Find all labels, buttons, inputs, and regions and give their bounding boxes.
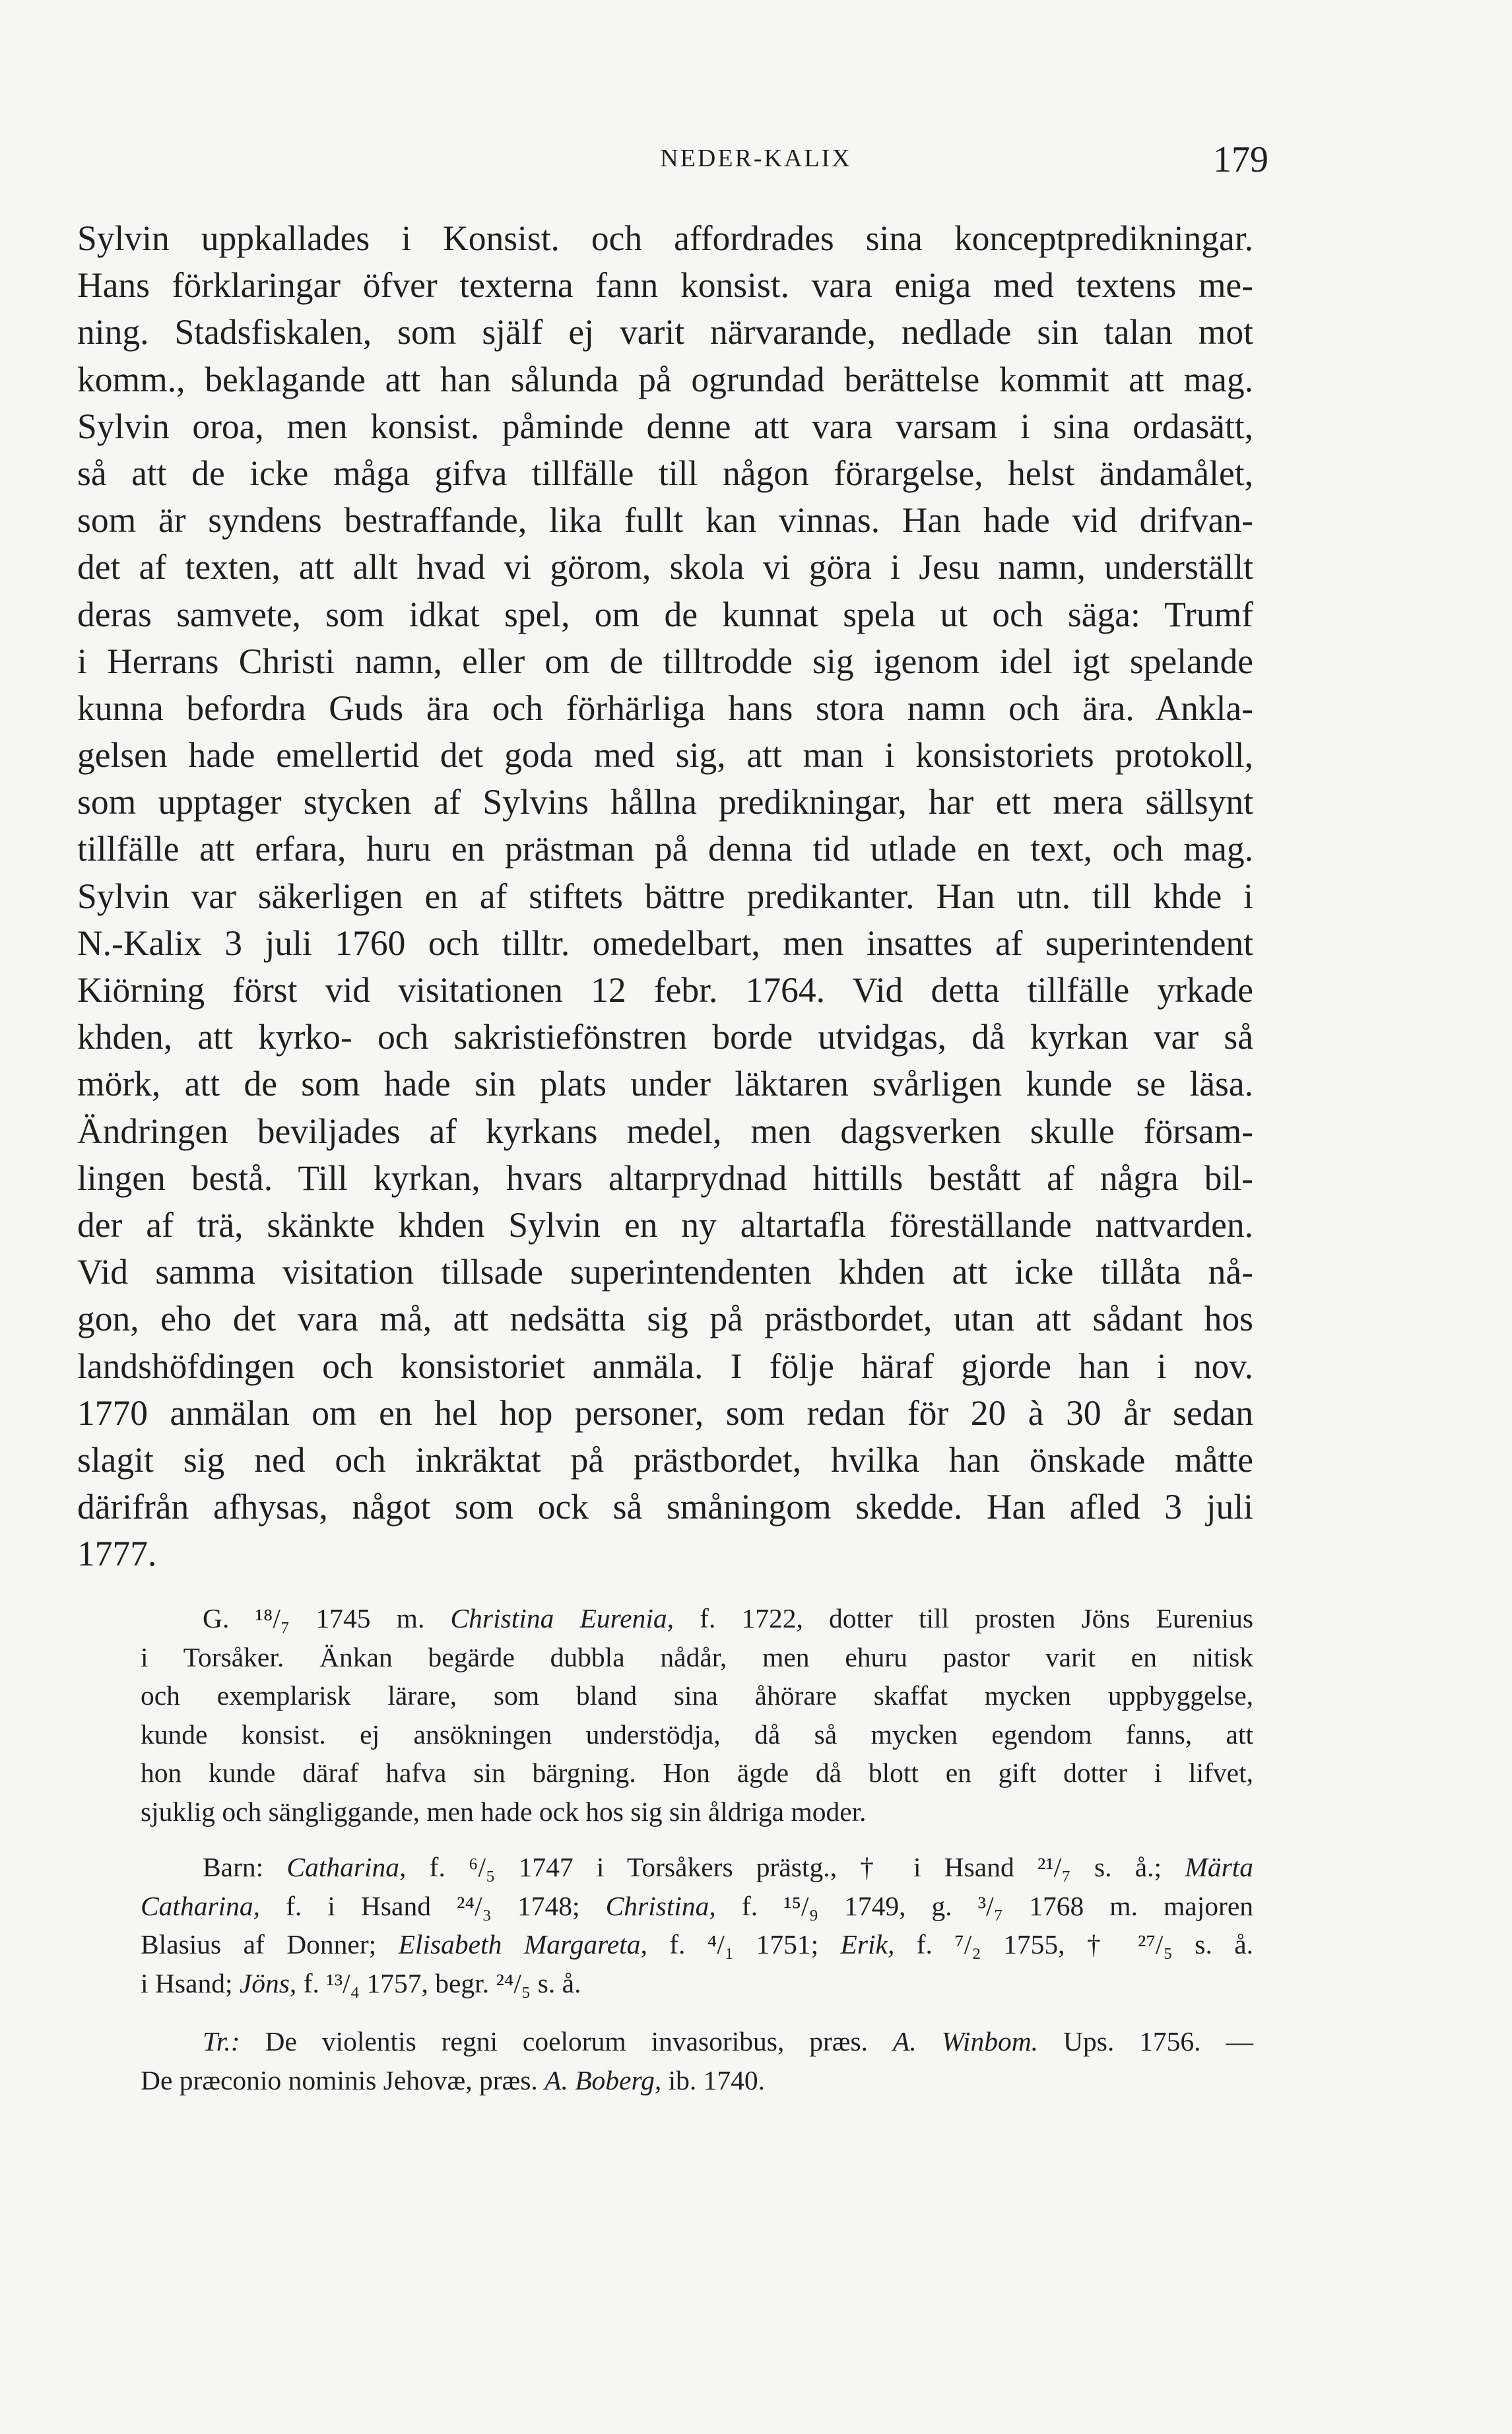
text-line: Sylvin oroa, men konsist. påminde denne att vara varsam i sina ordasätt,	[77, 406, 1253, 446]
child-name: Märta	[1185, 1852, 1253, 1882]
text-line: som är syndens bestraffande, lika fullt kan vinnas. Han hade vid drifvan-	[77, 500, 1253, 541]
child-name: Catharina,	[286, 1852, 407, 1882]
child-name: Christina,	[605, 1890, 716, 1921]
text-line: Kiörning först vid visitationen 12 febr. 1764. Vid detta tillfälle yrkade	[77, 970, 1253, 1010]
note-text: f. ¹⁵/₉ 1749, g. ³/₇ 1768 m. majoren	[715, 1890, 1253, 1921]
note-text: De violentis regni coelorum invasoribus, præs.	[240, 2026, 893, 2056]
text-line: Sylvin var säkerligen en af stiftets bättre predikanter. Han utn. till khde i	[77, 876, 1253, 916]
text-line: kunna befordra Guds ära och förhärliga hans stora namn och ära. Ankla-	[77, 688, 1253, 728]
note-text: De præconio nominis Jehovæ, præs.	[141, 2064, 545, 2095]
marriage-note	[141, 1599, 1253, 1831]
note-line	[141, 1599, 1253, 1638]
page-number: 179	[1213, 139, 1268, 180]
text-line: Sylvin uppkallades i Konsist. och affordrades sina konceptpredikningar.	[77, 218, 1253, 258]
spouse-name: Christina Eurenia,	[450, 1603, 674, 1633]
note-line: hon kunde däraf hafva sin bärgning. Hon ägde då blott en gift dotter i lifvet,	[141, 1758, 1253, 1788]
note-line	[141, 2061, 1253, 2100]
note-line: i Torsåker. Änkan begärde dubbla nådår, men ehuru pastor varit en nitisk	[141, 1641, 1253, 1672]
children-note	[141, 1848, 1253, 2002]
child-name: Erik,	[840, 1929, 895, 1959]
text-line: 1777.	[77, 1534, 157, 1574]
text-line: mörk, att de som hade sin plats under läktaren svårligen kunde se läsa.	[77, 1064, 1253, 1104]
main-text	[77, 215, 1253, 1577]
text-line: komm., beklagande att han sålunda på ogrundad berättelse kommit att mag.	[77, 359, 1253, 399]
note-line	[141, 1887, 1253, 1926]
text-line: deras samvete, som idkat spel, om de kunnat spela ut och säga: Trumf	[77, 594, 1253, 634]
note-text: f. ⁷/₂ 1755, † ²⁷/₅ s. å.	[894, 1929, 1253, 1959]
note-text: f. ⁴/₁ 1751;	[647, 1929, 841, 1959]
note-text: i Hsand;	[141, 1967, 240, 1998]
text-line: Vid samma visitation tillsade superintendenten khden att icke tillåta nå-	[77, 1252, 1253, 1292]
note-line	[141, 1848, 1253, 1887]
note-line	[141, 1925, 1253, 1964]
text-line: N.-Kalix 3 juli 1760 och tilltr. omedelbart, men insattes af superintendent	[77, 923, 1253, 963]
praeses-name: A. Boberg,	[544, 2064, 662, 2095]
text-line: som upptager stycken af Sylvins hållna predikningar, har ett mera sällsynt	[77, 782, 1253, 822]
text-line: der af trä, skänkte khden Sylvin en ny altartafla föreställande nattvarden.	[77, 1204, 1253, 1245]
note-line: kunde konsist. ej ansökningen understödja, då så mycken egendom fanns, att	[141, 1719, 1253, 1750]
note-text: f. ¹³/₄ 1757, begr. ²⁴/₅ s. å.	[296, 1967, 581, 1998]
text-line: i Herrans Christi namn, eller om de tilltrodde sig igenom idel igt spelande	[77, 641, 1253, 681]
note-text: ib. 1740.	[661, 2064, 765, 2095]
running-head: NEDER-KALIX	[660, 145, 852, 172]
note-line	[141, 2022, 1253, 2061]
note-line: sjuklig och sängliggande, men hade ock hos sig sin åldriga moder.	[141, 1796, 867, 1827]
print-note	[141, 2022, 1253, 2099]
text-line: det af texten, att allt hvad vi görom, skola vi göra i Jesu namn, underställt	[77, 547, 1253, 587]
text-line: därifrån afhysas, något som ock så småningom skedde. Han afled 3 juli	[77, 1487, 1253, 1527]
note-label: Tr.:	[203, 2026, 240, 2056]
child-name: Catharina,	[141, 1890, 261, 1921]
note-text: f. ⁶/₅ 1747 i Torsåkers prästg., † i Hsand ²¹/₇ s. å.;	[406, 1852, 1185, 1882]
child-name: Jöns,	[239, 1967, 297, 1998]
note-line	[141, 1964, 1253, 2003]
text-line: tillfälle att erfara, huru en prästman på denna tid utlade en text, och mag.	[77, 829, 1253, 869]
praeses-name: A. Winbom.	[892, 2026, 1039, 2056]
note-text: f. 1722, dotter till prosten Jöns Eurenius	[674, 1603, 1253, 1633]
text-line: gelsen hade emellertid det goda med sig, att man i konsistoriets protokoll,	[77, 735, 1253, 775]
text-line: Ändringen beviljades af kyrkans medel, men dagsverken skulle försam-	[77, 1111, 1253, 1151]
text-line: lingen bestå. Till kyrkan, hvars altarprydnad hittills bestått af några bil-	[77, 1158, 1253, 1198]
note-text: Blasius af Donner;	[141, 1929, 399, 1959]
text-line: gon, eho det vara må, att nedsätta sig på prästbordet, utan att sådant hos	[77, 1299, 1253, 1339]
note-text: Ups. 1756. —	[1038, 2026, 1253, 2056]
note-line: och exemplarisk lärare, som bland sina åhörare skaffat mycken uppbyggelse,	[141, 1680, 1253, 1711]
note-text: f. i Hsand ²⁴/₃ 1748;	[260, 1890, 606, 1921]
text-line: så att de icke måga gifva tillfälle till någon förargelse, helst ändamålet,	[77, 453, 1253, 493]
note-text: G. ¹⁸/₇ 1745 m.	[203, 1603, 451, 1633]
text-line: khden, att kyrko- och sakristiefönstren borde utvidgas, då kyrkan var så	[77, 1017, 1253, 1057]
note-label: Barn:	[203, 1852, 287, 1882]
text-line: Hans förklaringar öfver texterna fann konsist. vara eniga med textens me-	[77, 265, 1253, 306]
text-line: landshöfdingen och konsistoriet anmäla. I följe häraf gjorde han i nov.	[77, 1346, 1253, 1386]
text-line: slagit sig ned och inkräktat på prästbordet, hvilka han önskade måtte	[77, 1439, 1253, 1480]
child-name: Elisabeth Margareta,	[398, 1929, 647, 1959]
text-line: ning. Stadsfiskalen, som själf ej varit närvarande, nedlade sin talan mot	[77, 312, 1253, 352]
text-line: 1770 anmälan om en hel hop personer, som redan för 20 à 30 år sedan	[77, 1393, 1253, 1433]
